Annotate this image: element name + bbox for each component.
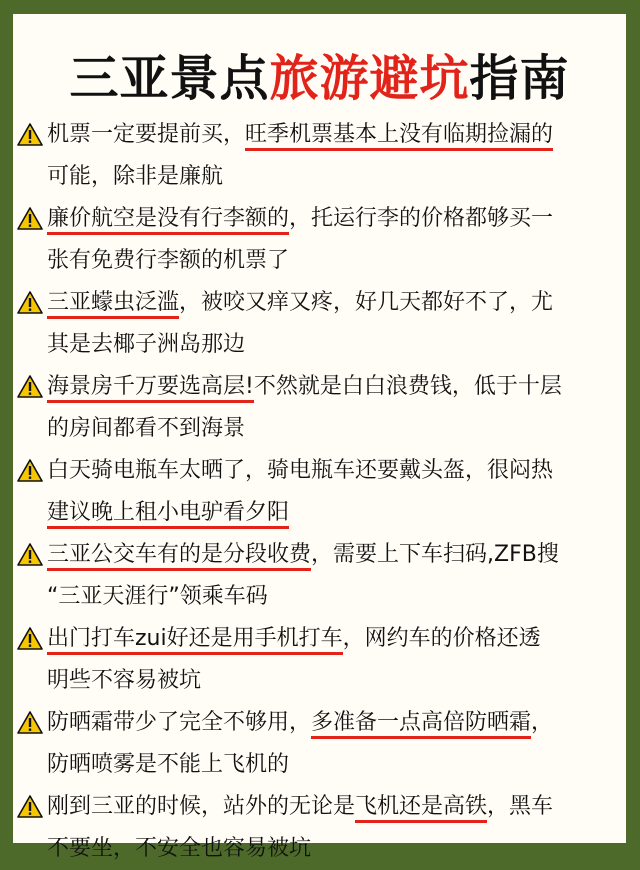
tip-text: 刚到三亚的时候，站外的无论是 bbox=[47, 794, 356, 819]
tip-text: ，黑车 bbox=[487, 794, 554, 819]
tip-highlight: 海景房千万要选高层! bbox=[47, 374, 254, 403]
tip-item bbox=[15, 450, 623, 534]
warning-triangle-icon bbox=[17, 711, 43, 734]
tip-item bbox=[15, 786, 623, 870]
warning-triangle-icon bbox=[17, 795, 43, 818]
tip-highlight: 三亚公交车有的是分段收费 bbox=[47, 542, 311, 571]
tip-text: ，被咬又痒又疼，好几天都好不了，尤 bbox=[179, 290, 554, 315]
tip-text-continued: 防晒喷雾是不能上飞机的 bbox=[47, 752, 290, 777]
warning-triangle-icon bbox=[17, 375, 43, 398]
tip-item bbox=[15, 618, 623, 702]
tip-item bbox=[15, 534, 623, 618]
tip-text-continued: “三亚天涯行”领乘车码 bbox=[47, 584, 268, 609]
title-part2: 指南 bbox=[469, 50, 570, 107]
tip-highlight: 建议晚上租小电驴看夕阳 bbox=[47, 500, 289, 529]
tip-item bbox=[15, 198, 623, 282]
tips-list bbox=[15, 114, 623, 870]
tip-text-continued: 可能，除非是廉航 bbox=[47, 164, 224, 189]
tip-text-continued: 明些不容易被坑 bbox=[47, 668, 202, 693]
tip-item bbox=[15, 114, 623, 198]
title-part1: 三亚景点 bbox=[69, 50, 270, 107]
tip-text-continued: 张有免费行李额的机票了 bbox=[47, 248, 290, 273]
tip-text: 防晒霜带少了完全不够用， bbox=[47, 710, 312, 735]
warning-triangle-icon bbox=[17, 291, 43, 314]
warning-triangle-icon bbox=[17, 543, 43, 566]
tip-text-continued: 不要坐，不安全也容易被坑 bbox=[47, 836, 312, 861]
page-title bbox=[13, 40, 626, 110]
tip-text: ， bbox=[531, 710, 554, 735]
tip-item bbox=[15, 702, 623, 786]
tip-item bbox=[15, 366, 623, 450]
warning-triangle-icon bbox=[17, 459, 43, 482]
warning-triangle-icon bbox=[17, 207, 43, 230]
tip-highlight: 出门打车zui好还是用手机打车 bbox=[47, 626, 343, 655]
tip-highlight: 三亚蠓虫泛滥 bbox=[47, 290, 179, 319]
content-card bbox=[13, 14, 626, 861]
tip-text: ，网约车的价格还透 bbox=[342, 626, 541, 651]
tip-highlight: 飞机还是高铁 bbox=[355, 794, 487, 823]
tip-text: 机票一定要提前买， bbox=[47, 122, 246, 147]
tip-text: 不然就是白白浪费钱，低于十层 bbox=[253, 374, 562, 399]
tip-text-continued: 的房间都看不到海景 bbox=[47, 416, 246, 441]
tip-item bbox=[15, 282, 623, 366]
tip-highlight: 多准备一点高倍防晒霜 bbox=[311, 710, 531, 739]
tip-highlight: 廉价航空是没有行李额的 bbox=[47, 206, 289, 235]
tip-text: ，托运行李的价格都够买一 bbox=[289, 206, 554, 231]
tip-text-continued: 其是去椰子洲岛那边 bbox=[47, 332, 246, 357]
warning-triangle-icon bbox=[17, 627, 43, 650]
tip-highlight: 旺季机票基本上没有临期捡漏的 bbox=[245, 122, 553, 151]
warning-triangle-icon bbox=[17, 123, 43, 146]
tip-text: ，需要上下车扫码,ZFB搜 bbox=[311, 542, 559, 567]
title-highlight: 旅游避坑 bbox=[269, 50, 470, 107]
tip-text: 白天骑电瓶车太晒了，骑电瓶车还要戴头盔，很闷热 bbox=[47, 458, 554, 483]
